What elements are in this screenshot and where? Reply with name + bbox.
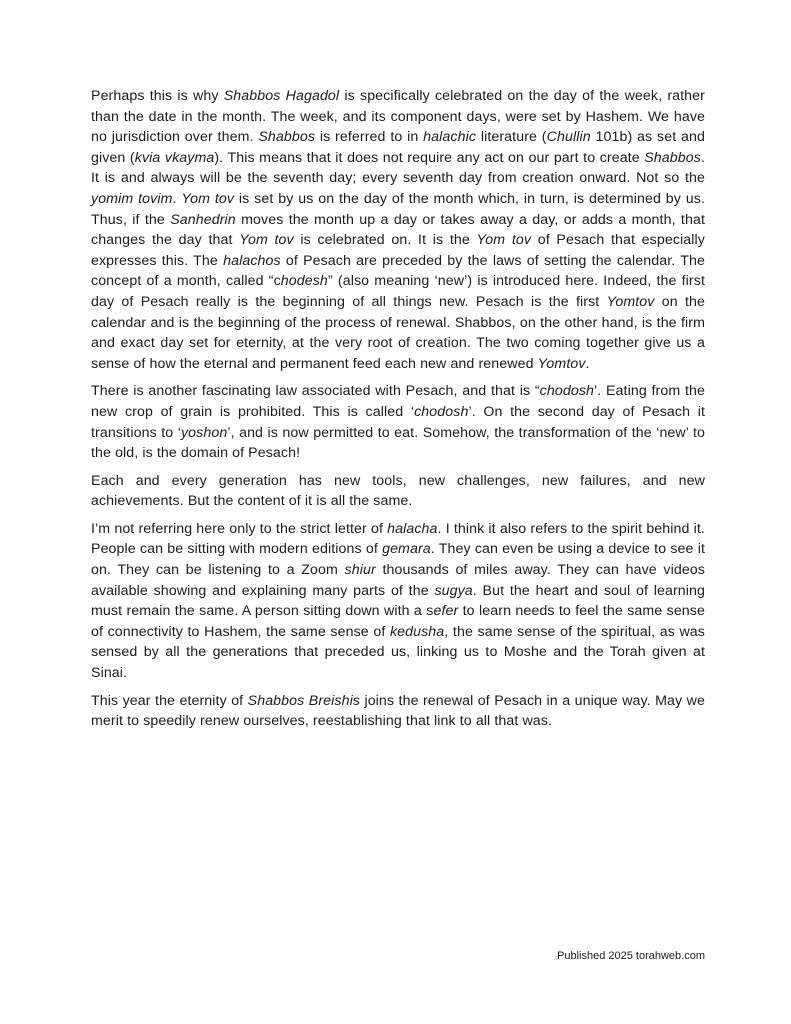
paragraph: This year the eternity of Shabbos Breishis joins the renewal of Pesach in a unique way. May we merit to speedily renew ourselves, reestablishing that link to all that was. (91, 692, 705, 730)
paragraph: Perhaps this is why Shabbos Hagadol is specifically celebrated on the day of the week, rather than the date in the month. The week, and its component days, were set by Hashem. We have no jurisdiction over them. Shabbos is referred to in halachic literature (Chullin 101b) as set and given (kvia vkayma). This means that it does not require any act on our part to create Shabbos. It is and always will be the seventh day; every seventh day from creation onward. Not so the yomim tovim. Yom tov is set by us on the day of the month which, in turn, is determined by us. Thus, if the Sanhedrin moves the month up a day or takes away a day, or adds a month, that changes the day that Yom tov is celebrated on. It is the Yom tov of Pesach that especially expresses this. The halachos of Pesach are preceded by the laws of setting the calendar. The concept of a month, called “chodesh” (also meaning ‘new’) is introduced here. Indeed, the first day of Pesach really is the beginning of all things new. Pesach is the first Yomtov on the calendar and is the beginning of the process of renewal. Shabbos, on the other hand, is the firm and exact day set for eternity, at the very root of creation. The two coming together give us a sense of how the eternal and permanent feed each new and renewed Yomtov. (91, 88, 706, 372)
text-block (91, 86, 705, 739)
paragraph: Each and every generation has new tools, new challenges, new failures, and new achievements. But the content of it is all the same. (91, 472, 705, 510)
paragraph: There is another fascinating law associated with Pesach, and that is “chodosh’. Eating from the new crop of grain is prohibited. This is called ‘chodosh’. On the second day of Pesach it transitions to ‘yoshon’, and is now permitted to eat. Somehow, the transformation of the ‘new’ to the old, is the domain of Pesach! (91, 383, 706, 462)
footer-text: Published 2025 torahweb.com (557, 950, 705, 962)
paragraph: I’m not referring here only to the strict letter of halacha. I think it also refers to the spirit behind it. People can be sitting with modern editions of gemara. They can even be using a device to see it on. They can be listening to a Zoom shiur thousands of miles away. They can have videos available showing and explaining many parts of the sugya. But the heart and soul of learning must remain the same. A person sitting down with a sefer to learn needs to feel the same sense of connectivity to Hashem, the same sense of kedusha, the same sense of the spiritual, as was sensed by all the generations that preceded us, linking us to Moshe and the Torah given at Sinai. (91, 520, 706, 682)
